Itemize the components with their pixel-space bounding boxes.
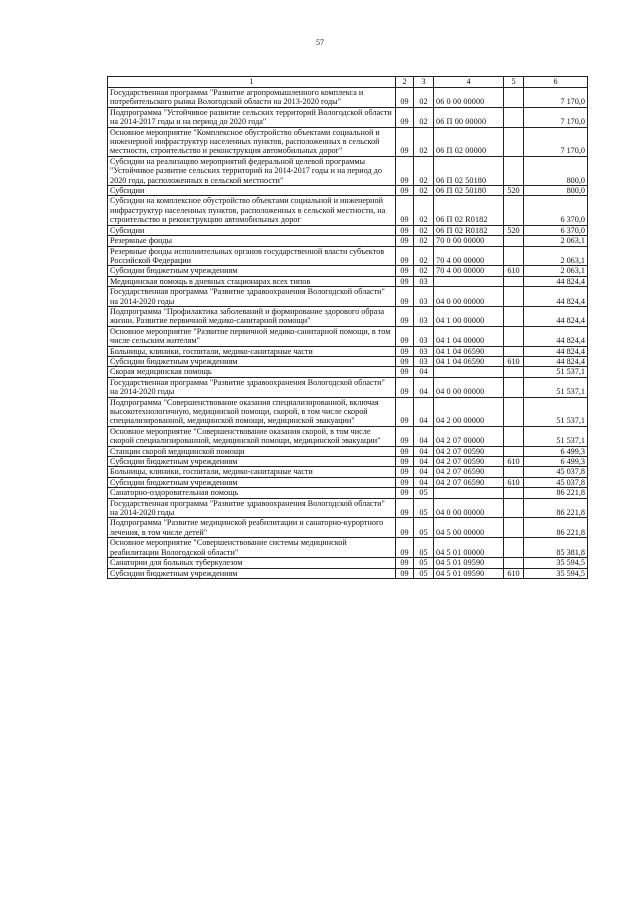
table-row: [108, 326, 588, 346]
row-target-article: 04 1 04 00000: [434, 326, 504, 346]
row-subsection: 04: [414, 426, 434, 446]
row-amount: 6 499,3: [524, 446, 588, 456]
row-name: Субсидии бюджетным учреждениям: [108, 356, 396, 366]
row-expense-type: 520: [504, 186, 524, 196]
row-amount: 6 370,0: [524, 225, 588, 235]
row-expense-type: 610: [504, 356, 524, 366]
row-expense-type: 610: [504, 457, 524, 467]
row-amount: 44 824,4: [524, 346, 588, 356]
row-amount: 2 063,1: [524, 236, 588, 246]
row-section: 09: [396, 568, 414, 578]
row-amount: 44 824,4: [524, 276, 588, 286]
row-expense-type: [504, 127, 524, 156]
row-target-article: 06 П 02 50180: [434, 186, 504, 196]
table-row: [108, 367, 588, 377]
table-row: [108, 518, 588, 538]
table-row: [108, 236, 588, 246]
row-expense-type: [504, 246, 524, 266]
row-subsection: 04: [414, 397, 434, 426]
table-row: [108, 156, 588, 185]
row-target-article: 04 5 01 09590: [434, 568, 504, 578]
row-subsection: 02: [414, 156, 434, 185]
row-amount: 7 170,0: [524, 127, 588, 156]
row-name: Подпрограмма "Профилактика заболеваний и формирование здорового образа жизни. Развитие первичной медико-санитарной помощи": [108, 306, 396, 326]
row-expense-type: [504, 107, 524, 127]
row-target-article: 04 2 07 00590: [434, 446, 504, 456]
row-name: Подпрограмма "Совершенствование оказания специализированной, включая высокотехнологичную, медицинской помощи, скорой, в том числе скорой специализированной, медицинской помощи, медицинской эвакуации": [108, 397, 396, 426]
table-row: [108, 446, 588, 456]
row-section: 09: [396, 266, 414, 276]
row-target-article: 04 5 00 00000: [434, 518, 504, 538]
col-header-expense-type: 5: [504, 77, 524, 88]
row-name: Подпрограмма "Развитие медицинской реабилитации и санаторно-курортного лечения, в том числе детей": [108, 518, 396, 538]
row-target-article: 04 1 04 06590: [434, 346, 504, 356]
row-expense-type: 610: [504, 568, 524, 578]
row-target-article: 04 2 07 06590: [434, 467, 504, 477]
row-name: Субсидии бюджетным учреждениям: [108, 477, 396, 487]
table-row: [108, 426, 588, 446]
row-section: 09: [396, 236, 414, 246]
table-row: [108, 107, 588, 127]
row-name: Основное мероприятие "Комплексное обустройство объектами социальной и инженерной инфраструктур населенных пунктов, расположенных в сельской местности, строительство и реконструкция автомобильных дорог": [108, 127, 396, 156]
row-section: 09: [396, 367, 414, 377]
table-row: [108, 196, 588, 225]
row-subsection: 04: [414, 477, 434, 487]
row-name: Субсидии бюджетным учреждениям: [108, 568, 396, 578]
row-subsection: 02: [414, 127, 434, 156]
row-name: Субсидии: [108, 186, 396, 196]
row-amount: 2 063,1: [524, 246, 588, 266]
row-section: 09: [396, 225, 414, 235]
row-subsection: 03: [414, 356, 434, 366]
row-target-article: 04 2 07 00590: [434, 457, 504, 467]
row-section: 09: [396, 397, 414, 426]
row-target-article: 04 0 00 00000: [434, 377, 504, 397]
row-expense-type: [504, 377, 524, 397]
row-section: 09: [396, 88, 414, 108]
row-subsection: 05: [414, 498, 434, 518]
row-subsection: 02: [414, 266, 434, 276]
row-section: 09: [396, 287, 414, 307]
row-section: 09: [396, 558, 414, 568]
table-row: [108, 306, 588, 326]
row-expense-type: [504, 367, 524, 377]
page-number: 57: [316, 38, 324, 47]
row-target-article: 04 5 01 09590: [434, 558, 504, 568]
row-amount: 51 537,1: [524, 377, 588, 397]
row-subsection: 05: [414, 538, 434, 558]
row-name: Медицинская помощь в дневных стационарах всех типов: [108, 276, 396, 286]
row-name: Субсидии на комплексное обустройство объектами социальной и инженерной инфраструктур населенных пунктов, расположенных в сельской местности, на строительство и реконструкцию автомобильных дорог: [108, 196, 396, 225]
row-subsection: 03: [414, 346, 434, 356]
row-subsection: 02: [414, 225, 434, 235]
row-expense-type: [504, 156, 524, 185]
table-row: [108, 467, 588, 477]
row-amount: 51 537,1: [524, 367, 588, 377]
row-target-article: 04 5 01 00000: [434, 538, 504, 558]
row-expense-type: [504, 326, 524, 346]
col-header-amount: 6: [524, 77, 588, 88]
row-subsection: 03: [414, 276, 434, 286]
row-subsection: 04: [414, 446, 434, 456]
row-name: Субсидии на реализацию мероприятий федеральной целевой программы "Устойчивое развитие сельских территорий на 2014-2017 годы и на период до 2020 года, расположенных в сельской местности": [108, 156, 396, 185]
row-target-article: [434, 367, 504, 377]
table-row: [108, 488, 588, 498]
row-section: 09: [396, 356, 414, 366]
row-name: Станции скорой медицинской помощи: [108, 446, 396, 456]
row-section: 09: [396, 276, 414, 286]
row-name: Основное мероприятие "Развитие первичной медико-санитарной помощи, в том числе сельским жителям": [108, 326, 396, 346]
row-expense-type: [504, 306, 524, 326]
row-target-article: 04 0 00 00000: [434, 498, 504, 518]
row-section: 09: [396, 498, 414, 518]
row-expense-type: [504, 467, 524, 477]
row-target-article: 04 1 00 00000: [434, 306, 504, 326]
row-subsection: 05: [414, 568, 434, 578]
row-section: 09: [396, 246, 414, 266]
row-amount: 6 370,0: [524, 196, 588, 225]
row-section: 09: [396, 306, 414, 326]
row-name: Государственная программа "Развитие агропромышленного комплекса и потребительского рынка Вологодской области на 2013-2020 годы": [108, 88, 396, 108]
table-header-row: [108, 77, 588, 88]
row-subsection: 05: [414, 558, 434, 568]
row-subsection: 04: [414, 367, 434, 377]
row-amount: 35 594,5: [524, 568, 588, 578]
row-expense-type: [504, 88, 524, 108]
table-row: [108, 568, 588, 578]
table-row: [108, 377, 588, 397]
row-amount: 44 824,4: [524, 287, 588, 307]
row-section: 09: [396, 477, 414, 487]
table-row: [108, 477, 588, 487]
table-row: [108, 287, 588, 307]
row-amount: 85 381,8: [524, 538, 588, 558]
row-target-article: [434, 276, 504, 286]
row-amount: 45 037,8: [524, 467, 588, 477]
row-section: 09: [396, 156, 414, 185]
row-name: Субсидии: [108, 225, 396, 235]
row-target-article: 70 4 00 00000: [434, 246, 504, 266]
row-expense-type: 520: [504, 225, 524, 235]
row-subsection: 02: [414, 186, 434, 196]
row-expense-type: [504, 488, 524, 498]
row-target-article: 04 0 00 00000: [434, 287, 504, 307]
row-amount: 2 063,1: [524, 266, 588, 276]
row-subsection: 05: [414, 488, 434, 498]
row-target-article: 04 1 04 06590: [434, 356, 504, 366]
row-amount: 86 221,8: [524, 498, 588, 518]
row-expense-type: [504, 538, 524, 558]
row-name: Резервные фонды: [108, 236, 396, 246]
row-expense-type: [504, 426, 524, 446]
table-row: [108, 498, 588, 518]
row-subsection: 03: [414, 306, 434, 326]
table-row: [108, 397, 588, 426]
row-target-article: 06 П 02 R0182: [434, 225, 504, 235]
col-header-subsection: 3: [414, 77, 434, 88]
row-target-article: 04 2 07 00000: [434, 426, 504, 446]
row-target-article: 06 П 02 00000: [434, 127, 504, 156]
row-expense-type: [504, 518, 524, 538]
row-amount: 44 824,4: [524, 306, 588, 326]
row-subsection: 04: [414, 467, 434, 477]
row-subsection: 04: [414, 377, 434, 397]
row-amount: 44 824,4: [524, 356, 588, 366]
row-expense-type: 610: [504, 266, 524, 276]
row-expense-type: [504, 236, 524, 246]
row-name: Подпрограмма "Устойчивое развитие сельских территорий Вологодской области на 2014-2017 годы и на период до 2020 года": [108, 107, 396, 127]
row-target-article: 70 4 00 00000: [434, 266, 504, 276]
row-subsection: 05: [414, 518, 434, 538]
table-row: [108, 266, 588, 276]
row-name: Больницы, клиники, госпитали, медико-санитарные части: [108, 346, 396, 356]
row-amount: 7 170,0: [524, 107, 588, 127]
row-section: 09: [396, 538, 414, 558]
row-section: 09: [396, 518, 414, 538]
row-subsection: 02: [414, 196, 434, 225]
row-target-article: 04 2 07 06590: [434, 477, 504, 487]
row-section: 09: [396, 346, 414, 356]
row-section: 09: [396, 467, 414, 477]
col-header-section: 2: [396, 77, 414, 88]
table-row: [108, 538, 588, 558]
table-row: [108, 127, 588, 156]
row-subsection: 03: [414, 287, 434, 307]
row-amount: 6 499,3: [524, 457, 588, 467]
row-expense-type: [504, 498, 524, 518]
row-expense-type: [504, 346, 524, 356]
table-row: [108, 246, 588, 266]
row-subsection: 02: [414, 236, 434, 246]
row-expense-type: [504, 558, 524, 568]
table-row: [108, 186, 588, 196]
row-name: Основное мероприятие "Совершенствование оказания скорой, в том числе скорой специализированной, медицинской помощи, медицинской эвакуации": [108, 426, 396, 446]
row-subsection: 02: [414, 107, 434, 127]
table-row: [108, 88, 588, 108]
row-expense-type: [504, 196, 524, 225]
row-section: 09: [396, 127, 414, 156]
row-target-article: 06 П 02 50180: [434, 156, 504, 185]
row-section: 09: [396, 326, 414, 346]
row-name: Государственная программа "Развитие здравоохранения Вологодской области" на 2014-2020 годы: [108, 498, 396, 518]
row-section: 09: [396, 186, 414, 196]
row-amount: 800,0: [524, 156, 588, 185]
row-expense-type: [504, 276, 524, 286]
row-subsection: 02: [414, 88, 434, 108]
row-subsection: 03: [414, 326, 434, 346]
row-target-article: 06 П 00 00000: [434, 107, 504, 127]
row-name: Государственная программа "Развитие здравоохранения Вологодской области" на 2014-2020 годы: [108, 377, 396, 397]
row-section: 09: [396, 196, 414, 225]
row-name: Государственная программа "Развитие здравоохранения Вологодской области" на 2014-2020 годы: [108, 287, 396, 307]
row-amount: 7 170,0: [524, 88, 588, 108]
col-header-target-article: 4: [434, 77, 504, 88]
row-name: Скорая медицинская помощь: [108, 367, 396, 377]
row-name: Субсидии бюджетным учреждениям: [108, 457, 396, 467]
col-header-name: 1: [108, 77, 396, 88]
row-amount: 51 537,1: [524, 426, 588, 446]
row-amount: 44 824,4: [524, 326, 588, 346]
row-target-article: 04 2 00 00000: [434, 397, 504, 426]
row-amount: 35 594,5: [524, 558, 588, 568]
row-name: Больницы, клиники, госпитали, медико-санитарные части: [108, 467, 396, 477]
row-name: Резервные фонды исполнительных органов государственной власти субъектов Российской Федерации: [108, 246, 396, 266]
row-amount: 86 221,8: [524, 518, 588, 538]
row-section: 09: [396, 107, 414, 127]
row-name: Основное мероприятие "Совершенствование системы медицинской реабилитации Вологодской области": [108, 538, 396, 558]
row-name: Санатории для больных туберкулезом: [108, 558, 396, 568]
row-name: Субсидии бюджетным учреждениям: [108, 266, 396, 276]
row-section: 09: [396, 377, 414, 397]
row-expense-type: [504, 287, 524, 307]
row-amount: 51 537,1: [524, 397, 588, 426]
row-amount: 45 037,8: [524, 477, 588, 487]
row-section: 09: [396, 488, 414, 498]
row-expense-type: [504, 397, 524, 426]
row-amount: 86 221,8: [524, 488, 588, 498]
row-name: Санаторно-оздоровительная помощь: [108, 488, 396, 498]
table-row: [108, 457, 588, 467]
table-row: [108, 346, 588, 356]
row-subsection: 04: [414, 457, 434, 467]
row-subsection: 02: [414, 246, 434, 266]
table-row: [108, 558, 588, 568]
row-target-article: [434, 488, 504, 498]
table-row: [108, 225, 588, 235]
row-target-article: 06 П 02 R0182: [434, 196, 504, 225]
row-expense-type: [504, 446, 524, 456]
row-section: 09: [396, 457, 414, 467]
row-section: 09: [396, 426, 414, 446]
table-row: [108, 276, 588, 286]
row-target-article: 06 0 00 00000: [434, 88, 504, 108]
row-expense-type: 610: [504, 477, 524, 487]
row-target-article: 70 0 00 00000: [434, 236, 504, 246]
budget-table: [107, 76, 588, 579]
table-row: [108, 356, 588, 366]
row-section: 09: [396, 446, 414, 456]
row-amount: 800,0: [524, 186, 588, 196]
